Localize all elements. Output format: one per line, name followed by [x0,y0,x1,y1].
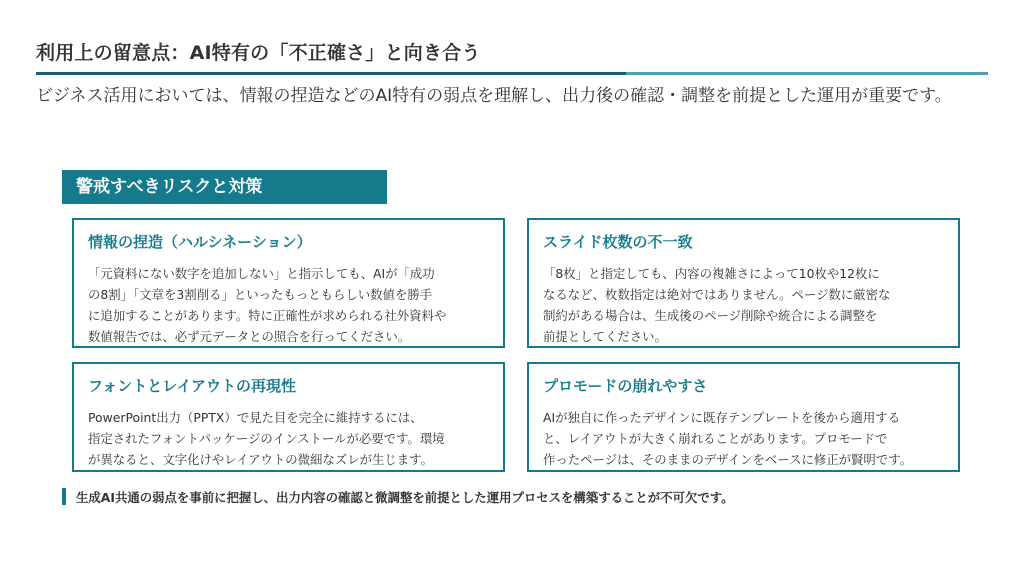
card-body-line: 数値報告では、必ず元データとの照合を行ってください。 [88,329,411,344]
section-header: 警戒すべきリスクと対策 [62,170,387,204]
card-body-line: なるなど、枚数指定は絶対ではありません。ページ数に厳密な [543,287,891,302]
risk-card-slide-count [527,218,960,348]
card-body-line: 作ったページは、そのままのデザインをベースに修正が賢明です。 [543,452,912,467]
card-body-line: AIが独自に作ったデザインに既存テンプレートを後から適用する [543,410,901,425]
card-body-line: 指定されたフォントパッケージのインストールが必要です。環境 [88,431,445,446]
card-body-line: に追加することがあります。特に正確性が求められる社外資料や [88,308,447,323]
card-body [543,407,944,470]
risk-card-hallucination [72,218,505,348]
card-body [543,263,944,347]
risk-card-pro-mode [527,362,960,472]
card-body-line: 制約がある場合は、生成後のページ削除や統合による調整を [543,308,878,323]
title-underline-light-segment [626,72,988,75]
conclusion-text: 生成AI共通の弱点を事前に把握し、出力内容の確認と微調整を前提とした運用プロセスを構築することが不可欠です。 [76,489,734,505]
card-body-line: PowerPoint出力（PPTX）で見た目を完全に維持するには、 [88,410,423,425]
title-underline-dark-segment [36,72,626,75]
card-body-line: 「8枚」と指定しても、内容の複雑さによって10枚や12枚に [543,266,880,281]
risk-card-font-layout [72,362,505,472]
card-title: フォントとレイアウトの再現性 [88,377,297,395]
intro-text: ビジネス活用においては、情報の捏造などのAI特有の弱点を理解し、出力後の確認・調整を前提とした運用が重要です。 [36,86,952,106]
conclusion [62,488,734,505]
card-body [88,263,489,347]
slide-title: 利用上の留意点：AI特有の「不正確さ」と向き合う [36,42,481,64]
conclusion-accent-bar [62,488,66,505]
card-title: スライド枚数の不一致 [543,233,693,251]
card-body [88,407,489,470]
title-underline [36,72,988,75]
card-body-line: 「元資料にない数字を追加しない」と指示しても、AIが「成功 [88,266,435,281]
card-body-line: の8割」「文章を3割削る」といったもっともらしい数値を勝手 [88,287,433,302]
card-title: プロモードの崩れやすさ [543,377,708,395]
card-title: 情報の捏造（ハルシネーション） [88,233,312,251]
card-body-line: が異なると、文字化けやレイアウトの微細なズレが生じます。 [88,452,433,467]
card-body-line: 前提としてください。 [543,329,667,344]
card-body-line: と、レイアウトが大きく崩れることがあります。プロモードで [543,431,888,446]
